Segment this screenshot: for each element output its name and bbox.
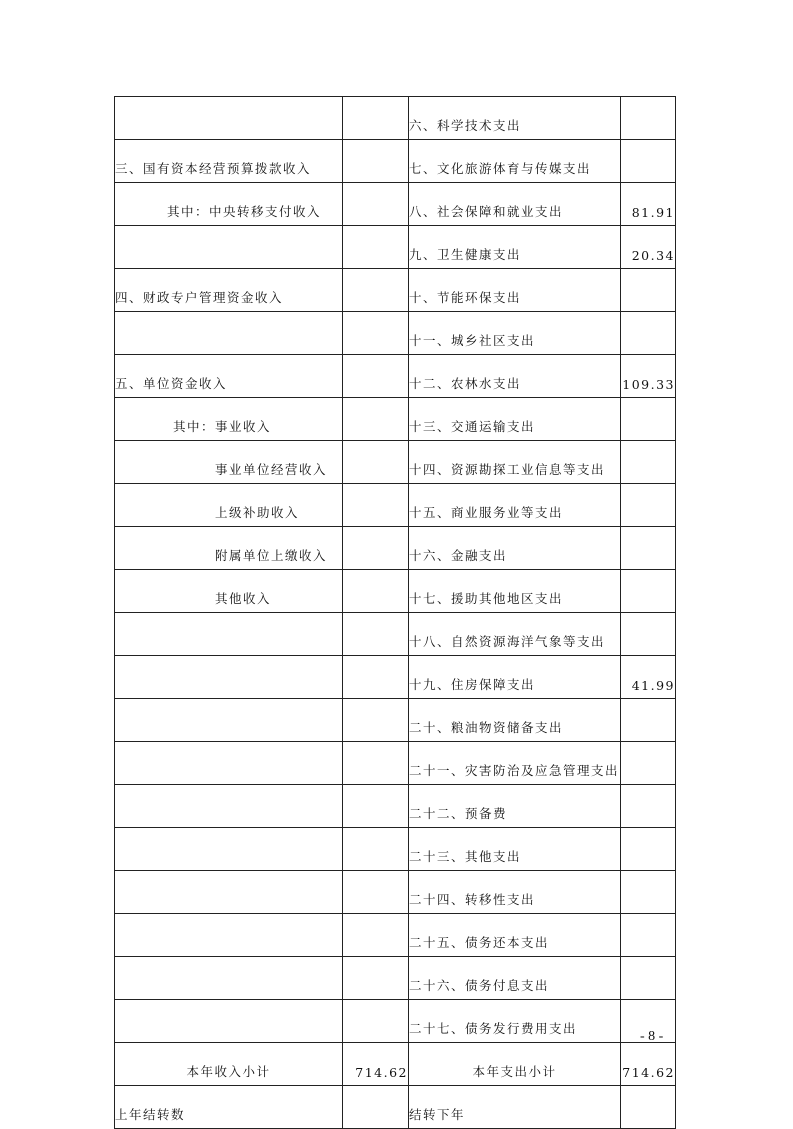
expense-amount bbox=[621, 742, 676, 785]
budget-table bbox=[114, 96, 676, 1129]
income-amount bbox=[343, 828, 409, 871]
income-item bbox=[115, 785, 343, 828]
expense-amount bbox=[621, 441, 676, 484]
income-item: 其中：中央转移支付收入 bbox=[115, 183, 343, 226]
table-row bbox=[115, 613, 676, 656]
income-amount bbox=[343, 355, 409, 398]
expense-item: 十六、金融支出 bbox=[409, 527, 621, 570]
income-amount bbox=[343, 97, 409, 140]
income-item: 上级补助收入 bbox=[115, 484, 343, 527]
income-amount bbox=[343, 312, 409, 355]
table-row bbox=[115, 527, 676, 570]
expense-item: 十一、城乡社区支出 bbox=[409, 312, 621, 355]
table-row bbox=[115, 183, 676, 226]
expense-subtotal-label: 本年支出小计 bbox=[409, 1043, 621, 1086]
table-row bbox=[115, 140, 676, 183]
expense-amount bbox=[621, 957, 676, 1000]
expense-item: 二十四、转移性支出 bbox=[409, 871, 621, 914]
income-amount bbox=[343, 441, 409, 484]
income-amount bbox=[343, 914, 409, 957]
expense-item: 六、科学技术支出 bbox=[409, 97, 621, 140]
table-row bbox=[115, 785, 676, 828]
expense-item: 二十三、其他支出 bbox=[409, 828, 621, 871]
income-item bbox=[115, 871, 343, 914]
expense-subtotal-amount: 714.62 bbox=[621, 1043, 676, 1086]
income-item bbox=[115, 1000, 343, 1043]
income-amount bbox=[343, 656, 409, 699]
income-item: 三、国有资本经营预算拨款收入 bbox=[115, 140, 343, 183]
table-row bbox=[115, 570, 676, 613]
expense-amount bbox=[621, 613, 676, 656]
expense-amount: 41.99 bbox=[621, 656, 676, 699]
table-row bbox=[115, 871, 676, 914]
table-row bbox=[115, 269, 676, 312]
expense-item: 十三、交通运输支出 bbox=[409, 398, 621, 441]
table-row bbox=[115, 699, 676, 742]
income-amount bbox=[343, 613, 409, 656]
expense-amount bbox=[621, 97, 676, 140]
income-item bbox=[115, 656, 343, 699]
prior-year-carryover-amount bbox=[343, 1086, 409, 1129]
expense-item: 十二、农林水支出 bbox=[409, 355, 621, 398]
table-row bbox=[115, 914, 676, 957]
income-amount bbox=[343, 742, 409, 785]
expense-item: 二十七、债务发行费用支出 bbox=[409, 1000, 621, 1043]
prior-year-carryover-label: 上年结转数 bbox=[115, 1086, 343, 1129]
expense-item: 二十五、债务还本支出 bbox=[409, 914, 621, 957]
income-item bbox=[115, 613, 343, 656]
expense-item: 七、文化旅游体育与传媒支出 bbox=[409, 140, 621, 183]
carry-over-row bbox=[115, 1086, 676, 1129]
income-item bbox=[115, 828, 343, 871]
table-row bbox=[115, 656, 676, 699]
table-row bbox=[115, 97, 676, 140]
expense-amount bbox=[621, 871, 676, 914]
income-subtotal-label: 本年收入小计 bbox=[115, 1043, 343, 1086]
income-item: 四、财政专户管理资金收入 bbox=[115, 269, 343, 312]
expense-item: 十四、资源勘探工业信息等支出 bbox=[409, 441, 621, 484]
income-amount bbox=[343, 183, 409, 226]
carry-forward-label: 结转下年 bbox=[409, 1086, 621, 1129]
income-item: 其中：事业收入 bbox=[115, 398, 343, 441]
income-amount bbox=[343, 398, 409, 441]
income-amount bbox=[343, 699, 409, 742]
carry-forward-amount bbox=[621, 1086, 676, 1129]
income-subtotal-amount: 714.62 bbox=[343, 1043, 409, 1086]
income-amount bbox=[343, 957, 409, 1000]
expense-item: 十九、住房保障支出 bbox=[409, 656, 621, 699]
expense-amount: 109.33 bbox=[621, 355, 676, 398]
expense-amount bbox=[621, 699, 676, 742]
income-amount bbox=[343, 570, 409, 613]
expense-amount bbox=[621, 570, 676, 613]
income-amount bbox=[343, 1000, 409, 1043]
income-amount bbox=[343, 871, 409, 914]
income-amount bbox=[343, 785, 409, 828]
expense-item: 二十、粮油物资储备支出 bbox=[409, 699, 621, 742]
income-item: 其他收入 bbox=[115, 570, 343, 613]
expense-amount bbox=[621, 527, 676, 570]
expense-item: 二十一、灾害防治及应急管理支出 bbox=[409, 742, 621, 785]
expense-item: 九、卫生健康支出 bbox=[409, 226, 621, 269]
expense-amount bbox=[621, 398, 676, 441]
income-item: 事业单位经营收入 bbox=[115, 441, 343, 484]
income-item bbox=[115, 957, 343, 1000]
table-row bbox=[115, 484, 676, 527]
income-item: 五、单位资金收入 bbox=[115, 355, 343, 398]
table-row bbox=[115, 828, 676, 871]
income-amount bbox=[343, 269, 409, 312]
income-item bbox=[115, 226, 343, 269]
table-row bbox=[115, 1000, 676, 1043]
expense-amount bbox=[621, 312, 676, 355]
expense-item: 八、社会保障和就业支出 bbox=[409, 183, 621, 226]
income-item bbox=[115, 312, 343, 355]
expense-amount bbox=[621, 914, 676, 957]
expense-item: 十五、商业服务业等支出 bbox=[409, 484, 621, 527]
expense-amount bbox=[621, 140, 676, 183]
income-amount bbox=[343, 527, 409, 570]
expense-item: 十、节能环保支出 bbox=[409, 269, 621, 312]
income-item bbox=[115, 914, 343, 957]
expense-item: 二十六、债务付息支出 bbox=[409, 957, 621, 1000]
expense-item: 十七、援助其他地区支出 bbox=[409, 570, 621, 613]
expense-amount bbox=[621, 484, 676, 527]
subtotal-row bbox=[115, 1043, 676, 1086]
income-amount bbox=[343, 140, 409, 183]
table-row bbox=[115, 441, 676, 484]
expense-amount bbox=[621, 269, 676, 312]
income-item: 附属单位上缴收入 bbox=[115, 527, 343, 570]
income-item bbox=[115, 742, 343, 785]
expense-amount bbox=[621, 828, 676, 871]
income-amount bbox=[343, 226, 409, 269]
income-item bbox=[115, 97, 343, 140]
table-row bbox=[115, 398, 676, 441]
table-row bbox=[115, 226, 676, 269]
table-row bbox=[115, 742, 676, 785]
income-amount bbox=[343, 484, 409, 527]
expense-amount: 20.34 bbox=[621, 226, 676, 269]
table-row bbox=[115, 957, 676, 1000]
page-number: - 8 - bbox=[640, 1029, 664, 1044]
income-item bbox=[115, 699, 343, 742]
expense-item: 十八、自然资源海洋气象等支出 bbox=[409, 613, 621, 656]
expense-item: 二十二、预备费 bbox=[409, 785, 621, 828]
table-row bbox=[115, 355, 676, 398]
expense-amount: 81.91 bbox=[621, 183, 676, 226]
expense-amount bbox=[621, 785, 676, 828]
table-row bbox=[115, 312, 676, 355]
